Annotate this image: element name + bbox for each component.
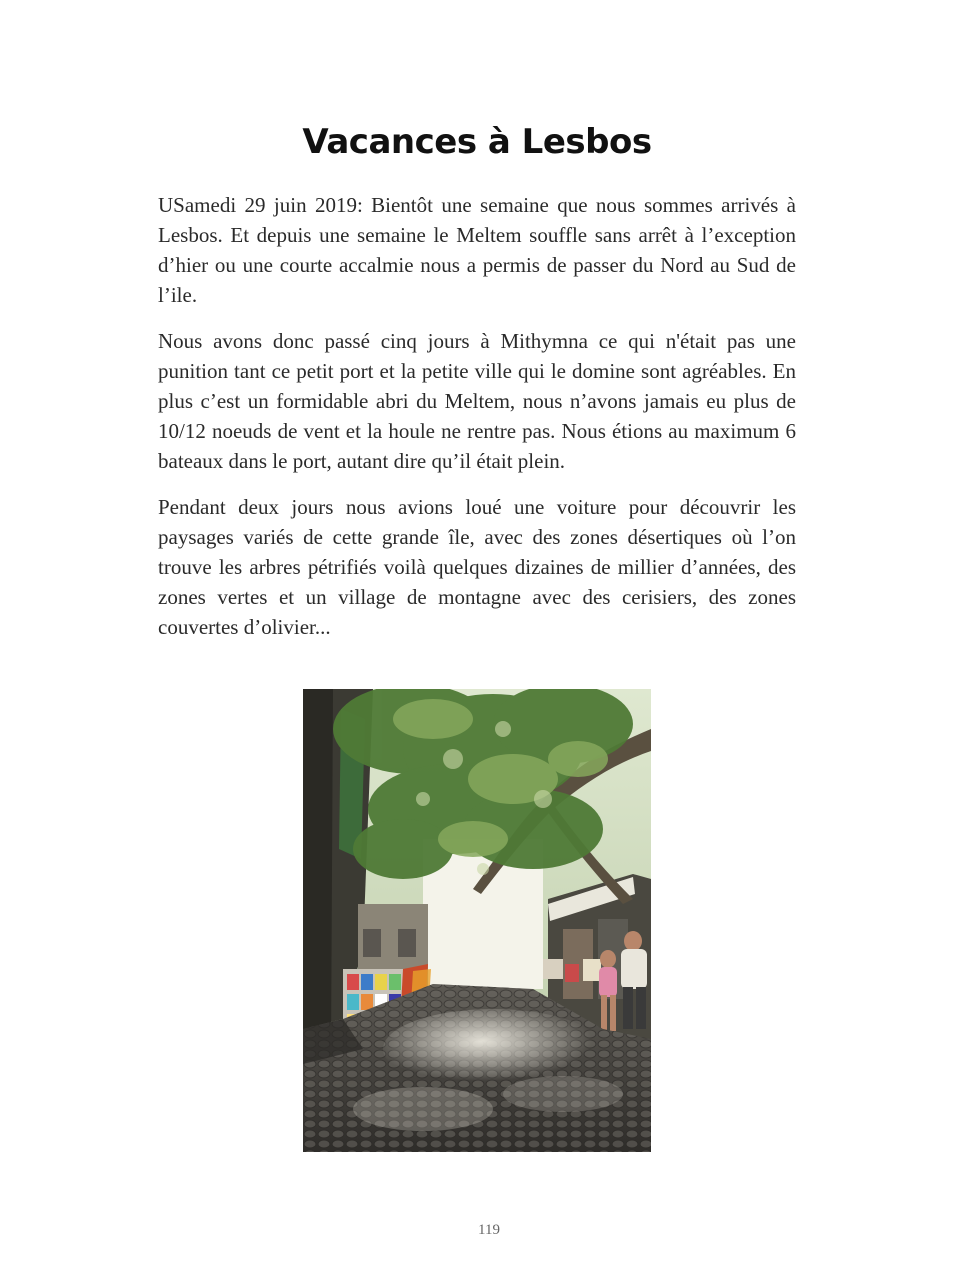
page-number: 119 — [478, 1222, 500, 1238]
paragraph-1: USamedi 29 juin 2019: Bientôt une semaine que nous sommes arrivés à Lesbos. Et depuis une semaine le Meltem souffle sans arrêt à l’exception d’hier ou une courte accalmie nous a permis de passer du Nord au Sud de l’ile. — [158, 193, 796, 307]
page-title: Vacances à Lesbos — [302, 122, 652, 162]
street-photo-illustration — [303, 689, 651, 1152]
body-text — [158, 190, 796, 658]
paragraph-2: Nous avons donc passé cinq jours à Mithymna ce qui n'était pas une punition tant ce petit port et la petite ville qui le domine sont agréables. En plus c’est un formidable abri du Meltem, nous n’avons jamais eu plus de 10/12 noeuds de vent et la houle ne rentre pas. Nous étions au maximum 6 bateaux dans le port, autant dire qu’il était plein. — [158, 329, 796, 473]
street-photo — [303, 689, 651, 1152]
paragraph-3: Pendant deux jours nous avions loué une voiture pour découvrir les paysages variés de cette grande île, avec des zones désertiques où l’on trouve les arbres pétrifiés voilà quelques dizaines de millier d’années, des zones vertes et un village de montagne avec des cerisiers, des zones couvertes d’olivier... — [158, 495, 796, 639]
